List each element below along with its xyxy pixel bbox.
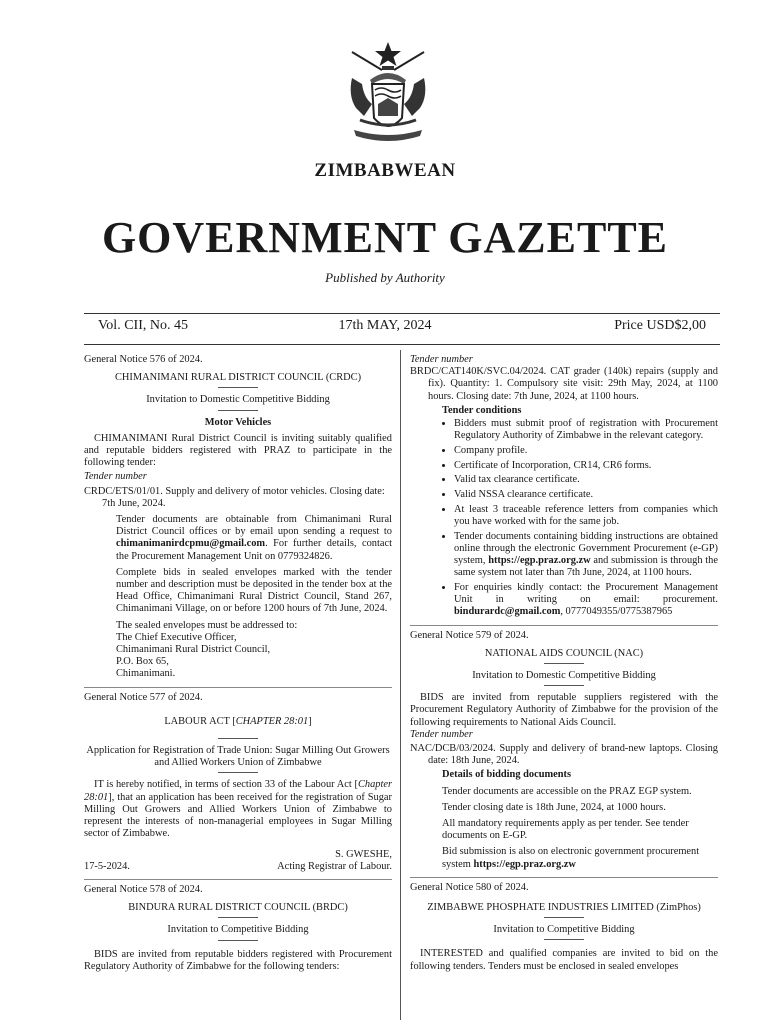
notice-intro: CHIMANIMANI Rural District Council is inviting suitably qualified and reputable bidders registered with PRAZ to participate in the following tender: <box>84 432 392 469</box>
gazette-byline: Published by Authority <box>325 270 445 285</box>
address-line: Chimanimani. <box>116 668 176 680</box>
issue-volume: Vol. CII, No. 45 <box>98 318 188 333</box>
notice-organization: ZIMBABWE PHOSPHATE INDUSTRIES LIMITED (ZimPhos) <box>427 902 701 914</box>
details-item: Tender closing date is 18th June, 2024, at 1000 hours. <box>442 801 666 813</box>
short-rule <box>218 772 258 773</box>
short-rule <box>544 663 584 664</box>
notice-separator <box>410 625 718 626</box>
contact-email[interactable]: bindurardc@gmail.com <box>454 606 561 618</box>
details-item: All mandatory requirements apply as per tender. See tender documents on E-GP. <box>442 818 689 842</box>
signatory-title: Acting Registrar of Labour. <box>277 860 392 872</box>
masthead-rule-top <box>84 313 720 314</box>
notice-separator <box>84 687 392 688</box>
short-rule <box>218 738 258 739</box>
address-line: The Chief Executive Officer, <box>116 631 237 643</box>
tender-entry: BRDC/CAT140K/SVC.04/2024. CAT grader (140k) repairs (supply and fix). Quantity: 1. Compulsory site visit: 29th May, 2024, at 1100 hours. Closing date: 7th June, 2024, at 1100 hours. <box>410 366 718 402</box>
address-intro: The sealed envelopes must be addressed to: <box>116 619 298 631</box>
short-rule <box>544 939 584 940</box>
issue-price: Price USD$2,00 <box>614 318 706 333</box>
notice-heading: General Notice 580 of 2024. <box>410 881 529 893</box>
egp-link[interactable]: https://egp.praz.org.zw <box>473 858 576 870</box>
notice-intro: BIDS are invited from reputable bidders registered with Procurement Regulatory Authority of Zimbabwe for the following tenders: <box>84 948 392 972</box>
left-column <box>84 352 392 973</box>
issue-date: 17th MAY, 2024 <box>338 318 432 333</box>
address-line: P.O. Box 65, <box>116 656 169 668</box>
short-rule <box>218 940 258 941</box>
notice-heading: General Notice 576 of 2024. <box>84 354 203 365</box>
notice-intro: INTERESTED and qualified companies are invited to bid on the following tenders. Tenders must be enclosed in sealed envelopes <box>410 948 718 972</box>
gazette-country: ZIMBABWEAN <box>314 160 456 181</box>
notice-intro: BIDS are invited from reputable suppliers registered with the Procurement Regulatory Authority of Zimbabwe for the provision of the following requirements to National Aids Council. <box>410 692 718 728</box>
short-rule <box>218 387 258 388</box>
general-notice-578-continued <box>410 354 718 619</box>
notice-subheading: Motor Vehicles <box>204 416 272 428</box>
condition-item: • Valid tax clearance certificate. <box>454 474 718 486</box>
condition-item-enquiries: • For enquiries kindly contact: the Procurement Management Unit in writing on email: procurement. bindurardc@gmail.com, 0777049355/0775387965 <box>454 582 718 619</box>
notice-separator <box>410 877 718 878</box>
notice-act-title: LABOUR ACT [CHAPTER 28:01] <box>164 715 312 727</box>
notice-invitation: Invitation to Domestic Competitive Bidding <box>146 394 330 406</box>
notice-heading: General Notice 578 of 2024. <box>84 883 203 895</box>
notice-organization: BINDURA RURAL DISTRICT COUNCIL (BRDC) <box>128 902 348 914</box>
condition-item: • Company profile. <box>454 445 718 457</box>
coat-of-arms-emblem <box>342 40 434 152</box>
signature-row <box>84 861 392 873</box>
condition-item: • Bidders must submit proof of registration with Procurement Regulatory Authority of Zimbabwe in the relevant category. <box>454 418 718 442</box>
short-rule <box>544 917 584 918</box>
application-title: Application for Registration of Trade Union: Sugar Milling Out Growers and Allied Workers Union of Zimbabwe <box>86 745 390 769</box>
gazette-title: GOVERNMENT GAZETTE <box>101 213 669 262</box>
tender-entry: NAC/DCB/03/2024. Supply and delivery of brand-new laptops. Closing date: 18th June, 2024. <box>410 742 718 767</box>
notice-body: IT is hereby notified, in terms of section 33 of the Labour Act [Chapter 28:01], that an application has been received for the registration of Sugar Milling Out Growers and Allied Workers Union of Zimbabwe to represent the interests of non-managerial employees in Sugar Milling sector of Zimbabwe. <box>84 779 392 840</box>
contact-email[interactable]: chimanimanirdcpmu@gmail.com <box>116 538 266 550</box>
notice-heading: General Notice 577 of 2024. <box>84 691 203 703</box>
signatory-name: S. GWESHE, <box>335 848 392 860</box>
general-notice-577 <box>84 692 392 873</box>
tender-number-label: Tender number <box>84 471 147 483</box>
notice-invitation: Invitation to Competitive Bidding <box>493 924 635 936</box>
details-title: Details of bidding documents <box>442 769 572 781</box>
tender-entry: CRDC/ETS/01/01. Supply and delivery of motor vehicles. Closing date: 7th June, 2024. <box>84 485 385 509</box>
tender-number-label: Tender number <box>410 728 473 740</box>
short-rule <box>544 685 584 686</box>
condition-item: • Valid NSSA clearance certificate. <box>454 489 718 501</box>
bid-submission-info: Complete bids in sealed envelopes marked with the tender number and description must be deposited in the tender box at the Head Office, Chimanimani Rural District Council, Stand 267, Chimanimani Village, on or before 1200 hours of 7th June, 2024. <box>116 566 392 615</box>
egp-link[interactable]: https://egp.praz.org.zw <box>488 555 591 567</box>
notice-invitation: Invitation to Competitive Bidding <box>167 924 309 936</box>
notice-invitation: Invitation to Domestic Competitive Bidding <box>472 669 656 681</box>
notice-organization: NATIONAL AIDS COUNCIL (NAC) <box>484 647 644 659</box>
details-item: Tender documents are accessible on the PRAZ EGP system. <box>442 785 692 797</box>
condition-item: • At least 3 traceable reference letters from companies which you have worked with for the same job. <box>454 504 718 528</box>
gazette-masthead <box>0 0 770 333</box>
column-divider <box>400 350 401 1020</box>
general-notice-576 <box>84 354 392 681</box>
short-rule <box>218 917 258 918</box>
condition-item-egp: • Tender documents containing bidding instructions are obtained online through the electronic Government Procurement (e-GP) system, https://egp.praz.org.zw and submission is through the same system not later than 7th June, 2024, at 1100 hours. <box>454 531 718 580</box>
short-rule <box>218 410 258 411</box>
conditions-title: Tender conditions <box>442 404 522 416</box>
conditions-list <box>410 418 718 619</box>
right-column <box>410 352 718 973</box>
address-line: Chimanimani Rural District Council, <box>116 644 271 656</box>
notice-organization: CHIMANIMANI RURAL DISTRICT COUNCIL (CRDC) <box>114 372 362 384</box>
details-item-submission: Bid submission is also on electronic government procurement system https://egp.praz.org.zw <box>442 846 700 870</box>
general-notice-580 <box>410 882 718 973</box>
notice-separator <box>84 879 392 880</box>
tender-number-label: Tender number <box>410 354 473 365</box>
masthead-rule-bottom <box>84 344 720 345</box>
signature-date: 17-5-2024. <box>84 860 130 872</box>
notice-heading: General Notice 579 of 2024. <box>410 629 529 641</box>
condition-item: • Certificate of Incorporation, CR14, CR6 forms. <box>454 460 718 472</box>
general-notice-578 <box>84 884 392 973</box>
tender-documents-info: Tender documents are obtainable from Chimanimani Rural District Council offices or by email upon sending a request to chimanimanirdcpmu@gmail.com. For further details, contact the Procurement Management Unit on 0779324826. <box>116 514 392 562</box>
general-notice-579 <box>410 630 718 871</box>
